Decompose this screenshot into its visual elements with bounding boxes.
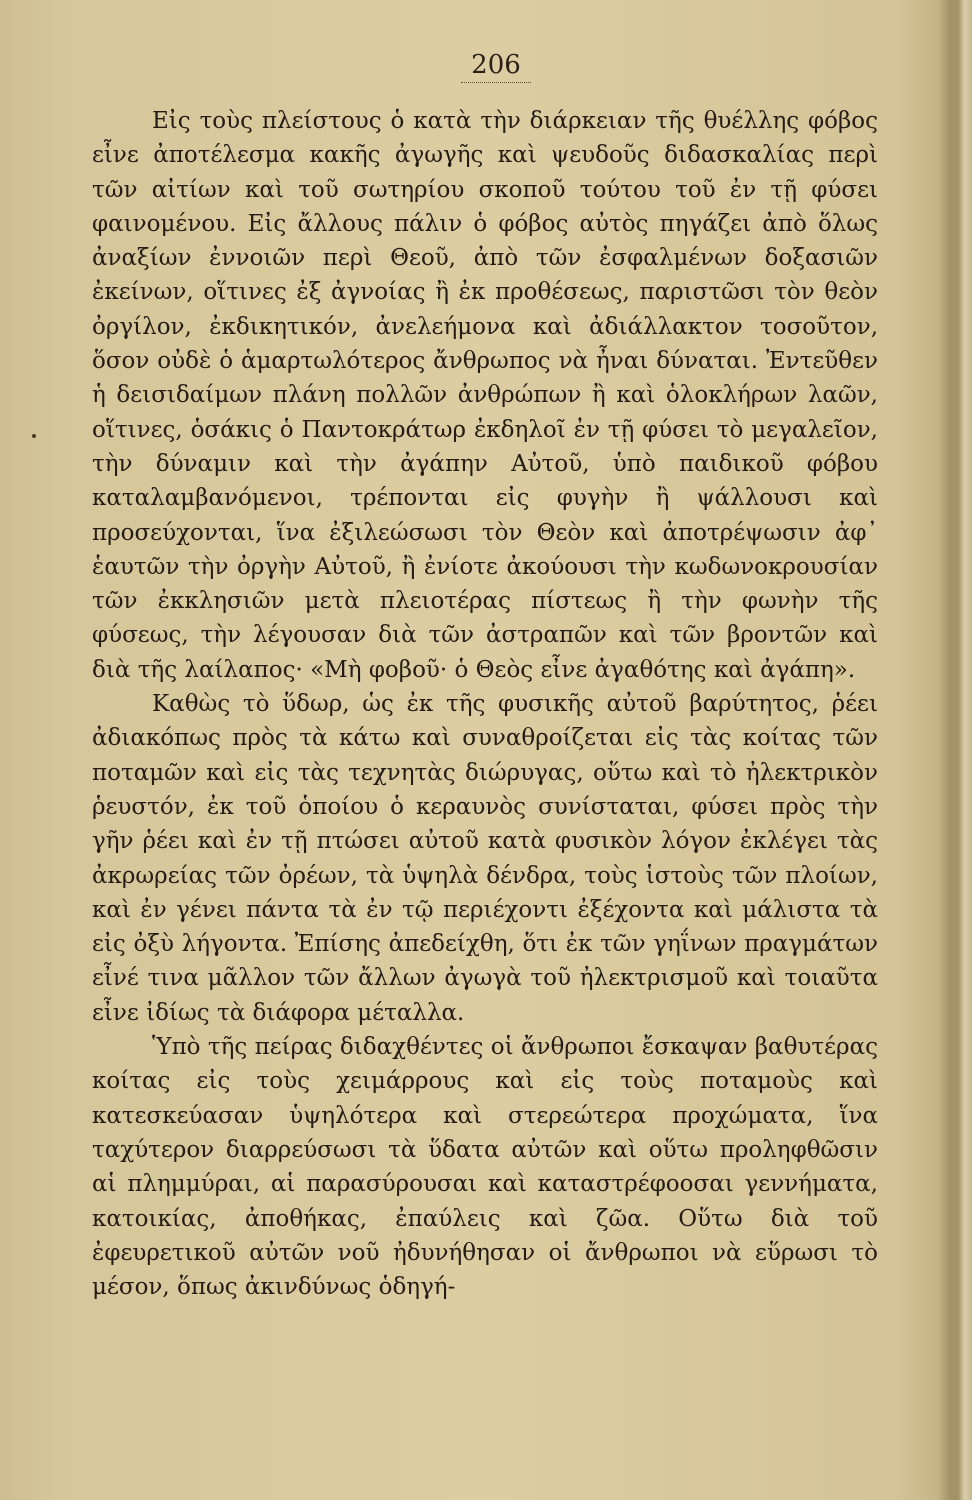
page-edge-shadow xyxy=(938,0,972,1500)
page-number: 206 xyxy=(461,50,531,83)
paragraph-fear-of-storm: Εἰς τοὺς πλείστους ὁ κατὰ τὴν διάρκειαν τῆς θυέλλης φόβος εἶνε ἀποτέλεσμα κακῆς ἀγωγῆς καὶ ψευδοῦς διδασκαλίας περὶ τῶν αἰτίων καὶ τοῦ σωτηρίου σκοποῦ τούτου τοῦ ἐν τῇ φύσει φαινομένου. Εἰς ἄλλους πάλιν ὁ φόβος αὐτὸς πηγάζει ἀπὸ ὅλως ἀναξίων ἐννοιῶν περὶ Θεοῦ, ἀπὸ τῶν ἐσφαλμένων δοξασιῶν ἐκείνων, οἵτινες ἐξ ἀγνοίας ἢ ἐκ προθέσεως, παριστῶσι τὸν θεὸν ὀργίλον, ἐκδικητικόν, ἀνελεήμονα καὶ ἀδιάλλακτον τοσοῦτον, ὅσον οὐδὲ ὁ ἁμαρτωλότερος ἄνθρωπος νὰ ἦναι δύναται. Ἐντεῦθεν ἡ δεισιδαίμων πλάνη πολλῶν ἀνθρώπων ἢ καὶ ὁλοκλήρων λαῶν, οἵτινες, ὁσάκις ὁ Παντοκράτωρ ἐκδηλοῖ ἐν τῇ φύσει τὸ μεγαλεῖον, τὴν δύναμιν καὶ τὴν ἀγάπην Αὐτοῦ, ὑπὸ παιδικοῦ φόβου καταλαμβανόμενοι, τρέπονται εἰς φυγὴν ἢ ψάλλουσι καὶ προσεύχονται, ἵνα ἐξιλεώσωσι τὸν Θεὸν καὶ ἀποτρέψωσιν ἀφ᾿ ἑαυτῶν τὴν ὀργὴν Αὐτοῦ, ἢ ἐνίοτε ἀκούουσι τὴν κωδωνοκρουσίαν τῶν ἐκκλησιῶν μετὰ πλειοτέρας πίστεως ἢ τὴν φωνὴν τῆς φύσεως, τὴν λέγουσαν διὰ τῶν ἀστραπῶν καὶ τῶν βροντῶν καὶ διὰ τῆς λαίλαπος· «Μὴ φοβοῦ· ὁ Θεὸς εἶνε ἀγαθότης καὶ ἀγάπη». xyxy=(92,108,878,683)
page-header xyxy=(0,50,972,83)
paragraph-experience: Ὑπὸ τῆς πείρας διδαχθέντες οἱ ἄνθρωποι ἔσκαψαν βαθυτέρας κοίτας εἰς τοὺς χειμάρρους καὶ εἰς τοὺς ποταμοὺς καὶ κατεσκεύασαν ὑψηλότερα καὶ στερεώτερα προχώματα, ἵνα ταχύτερον διαρρεύσωσι τὰ ὕδατα αὐτῶν καὶ οὕτω προληφθῶσιν αἱ πλημμύραι, αἱ παρασύρουσαι καὶ καταστρέφοοσαι γεννήματα, κατοικίας, ἀποθήκας, ἐπαύλεις καὶ ζῶα. Οὕτω διὰ τοῦ ἐφευρετικοῦ αὐτῶν νοῦ ἠδυνήθησαν οἱ ἄνθρωποι νὰ εὕρωσι τὸ μέσον, ὅπως ἀκινδύνως ὁδηγή- xyxy=(92,1034,878,1301)
margin-mark xyxy=(32,434,36,438)
paragraph-electric-fluid: Καθὼς τὸ ὕδωρ, ὡς ἐκ τῆς φυσικῆς αὐτοῦ βαρύτητος, ῥέει ἀδιακόπως πρὸς τὰ κάτω καὶ συναθροίζεται εἰς τὰς κοίτας τῶν ποταμῶν καὶ εἰς τὰς τεχνητὰς διώρυγας, οὕτω καὶ τὸ ἠλεκτρικὸν ῥευστόν, ἐκ τοῦ ὁποίου ὁ κεραυνὸς συνίσταται, φύσει πρὸς τὴν γῆν ῥέει καὶ ἐν τῇ πτώσει αὐτοῦ κατὰ φυσικὸν λόγον ἐκλέγει τὰς ἀκρωρείας τῶν ὀρέων, τὰ ὑψηλὰ δένδρα, τοὺς ἱστοὺς τῶν πλοίων, καὶ ἐν γένει πάντα τὰ ἐν τῷ περιέχοντι ἐξέχοντα καὶ μάλιστα τὰ εἰς ὀξὺ λήγοντα. Ἐπίσης ἀπεδείχθη, ὅτι ἐκ τῶν γηΐνων πραγμάτων εἶνέ τινα μᾶλλον τῶν ἄλλων ἀγωγὰ τοῦ ἠλεκτρισμοῦ καὶ τοιαῦτα εἶνε ἰδίως τὰ διάφορα μέταλλα. xyxy=(92,691,878,1026)
body-text xyxy=(92,104,878,1304)
